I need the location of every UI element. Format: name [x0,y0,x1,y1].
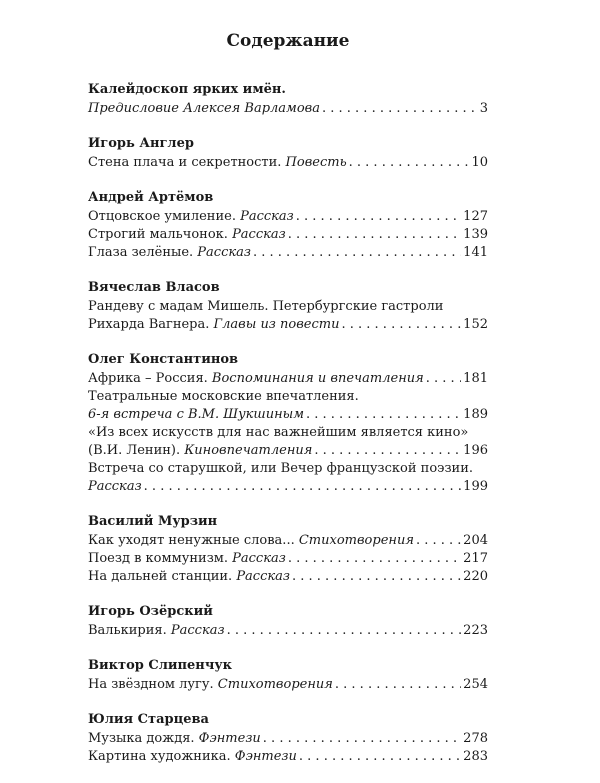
dot-leader [288,226,461,244]
toc-entry[interactable] [88,730,488,748]
entry-title-line: Рандеву с мадам Мишель. Петербургские гастроли [88,299,444,314]
toc-section [88,603,488,640]
entry-title-line: «Из всех искусств для нас важнейшим является кино» [88,425,469,440]
entry-genre: Рассказ [232,551,286,566]
dot-leader [253,244,461,262]
dot-leader [416,532,461,550]
entry-final-line [88,442,488,460]
toc-section [88,351,488,496]
toc-entry[interactable] [88,460,488,496]
entry-final-line [88,748,488,766]
entry-genre: Рассказ [236,569,290,584]
toc-section [88,711,488,766]
page-number: 283 [463,749,488,764]
page-number: 139 [463,227,488,242]
dot-leader [322,100,478,118]
entry-title [88,244,251,262]
entry-final-line [88,244,488,262]
page-number: 199 [463,479,488,494]
entry-title-text: Поезд в коммунизм. [88,551,233,566]
toc-entry[interactable] [88,100,488,118]
entry-genre: Главы из повести [213,317,340,332]
toc-entry[interactable] [88,748,488,766]
entry-title [88,730,261,748]
entry-title-text: На звёздном лугу. [88,677,218,692]
entry-genre: Киновпечатления [184,443,313,458]
toc-section [88,279,488,334]
page-number: 152 [463,317,488,332]
toc-entry[interactable] [88,568,488,586]
entry-final-line [88,532,488,550]
toc-entry[interactable] [88,208,488,226]
page-number: 254 [463,677,488,692]
entry-final-line [88,622,488,640]
entry-final-line [88,730,488,748]
toc-entry[interactable] [88,226,488,244]
dot-leader [263,730,461,748]
entry-title-text: Африка – Россия. [88,371,212,386]
entry-title [88,226,286,244]
page-number: 278 [463,731,488,746]
entry-title-text: Как уходят ненужные слова... [88,533,299,548]
toc-section [88,81,488,118]
page-number: 189 [463,407,488,422]
page-number: 127 [463,209,488,224]
entry-genre: Рассказ [197,245,251,260]
entry-title [88,370,424,388]
entry-final-line [88,154,488,172]
entry-genre: Стихотворения [217,677,333,692]
entry-final-line [88,478,488,496]
page-title: Содержание [226,31,350,51]
author-name: Василий Мурзин [88,514,218,529]
page-number: 3 [479,101,488,116]
entry-title [88,532,414,550]
entry-genre: Фэнтези [234,749,297,764]
entry-final-line [88,316,488,334]
entry-title-text: Глаза зелёные. [88,245,198,260]
toc-section [88,189,488,262]
toc-entry[interactable] [88,550,488,568]
toc-entry[interactable] [88,622,488,640]
entry-final-line [88,226,488,244]
dot-leader [288,550,461,568]
dot-leader [299,748,461,766]
entry-title [88,676,333,694]
entry-title [88,316,339,334]
entry-title-line: Театральные московские впечатления. [88,389,359,404]
entry-title [88,208,294,226]
entry-genre: Рассказ [170,623,225,638]
page-number: 220 [463,569,488,584]
toc-entry[interactable] [88,388,488,424]
entry-title-text: Стена плача и секретности. [88,155,286,170]
toc-entry[interactable] [88,298,488,334]
entry-genre: Предисловие Алексея Варламова [88,101,320,116]
entry-genre: Повесть [285,155,347,170]
dot-leader [314,442,461,460]
entry-title [88,154,347,172]
entry-title [88,748,297,766]
toc-entry[interactable] [88,676,488,694]
entry-title [88,568,290,586]
page-number: 181 [463,371,488,386]
dot-leader [335,676,461,694]
page-number: 10 [471,155,488,170]
entry-final-line [88,568,488,586]
entry-title [88,100,320,118]
entry-title [88,406,304,424]
dot-leader [426,370,461,388]
toc-list [88,81,488,766]
toc-section [88,135,488,172]
entry-genre: Рассказ [88,479,142,494]
entry-title-text: Картина художника. [88,749,235,764]
entry-genre: Фэнтези [198,731,261,746]
author-name: Игорь Озёрский [88,604,213,619]
entry-final-line [88,676,488,694]
toc-entry[interactable] [88,424,488,460]
dot-leader [227,622,462,640]
page-number: 204 [463,533,488,548]
entry-genre: Стихотворения [298,533,414,548]
entry-genre: Рассказ [232,227,286,242]
page-number: 141 [463,245,488,260]
entry-genre: Рассказ [240,209,294,224]
author-name: Андрей Артёмов [88,190,214,205]
toc-page [88,30,488,783]
entry-title [88,550,286,568]
entry-final-line [88,100,488,118]
entry-genre: Воспоминания и впечатления [211,371,424,386]
author-name: Виктор Слипенчук [88,658,233,673]
toc-entry[interactable] [88,370,488,388]
entry-title [88,622,225,640]
entry-title-text: (В.И. Ленин). [88,443,185,458]
entry-title [88,478,142,496]
page-number: 196 [463,443,488,458]
dot-leader [292,568,461,586]
entry-final-line [88,406,488,424]
page-number: 217 [463,551,488,566]
toc-entry[interactable] [88,244,488,262]
entry-title-text: Валькирия. [88,623,171,638]
entry-final-line [88,208,488,226]
toc-entry[interactable] [88,532,488,550]
entry-genre: 6-я встреча с В.М. Шукшиным [88,407,304,422]
author-name: Калейдоскоп ярких имён. [88,82,286,97]
author-name: Олег Константинов [88,352,239,367]
author-name: Вячеслав Власов [88,280,220,295]
entry-title-text: На дальней станции. [88,569,237,584]
entry-title-text: Отцовское умиление. [88,209,241,224]
entry-title-line: Встреча со старушкой, или Вечер французской поэзии. [88,461,473,476]
author-name: Юлия Старцева [88,712,209,727]
dot-leader [341,316,461,334]
dot-leader [306,406,461,424]
entry-title-text: Музыка дождя. [88,731,199,746]
dot-leader [349,154,470,172]
entry-title-text: Строгий мальчонок. [88,227,233,242]
entry-title-text: Рихарда Вагнера. [88,317,214,332]
toc-section [88,513,488,586]
toc-section [88,657,488,694]
entry-title [88,442,312,460]
toc-entry[interactable] [88,154,488,172]
dot-leader [296,208,461,226]
page-number: 223 [463,623,488,638]
entry-final-line [88,550,488,568]
entry-final-line [88,370,488,388]
author-name: Игорь Англер [88,136,194,151]
dot-leader [144,478,462,496]
